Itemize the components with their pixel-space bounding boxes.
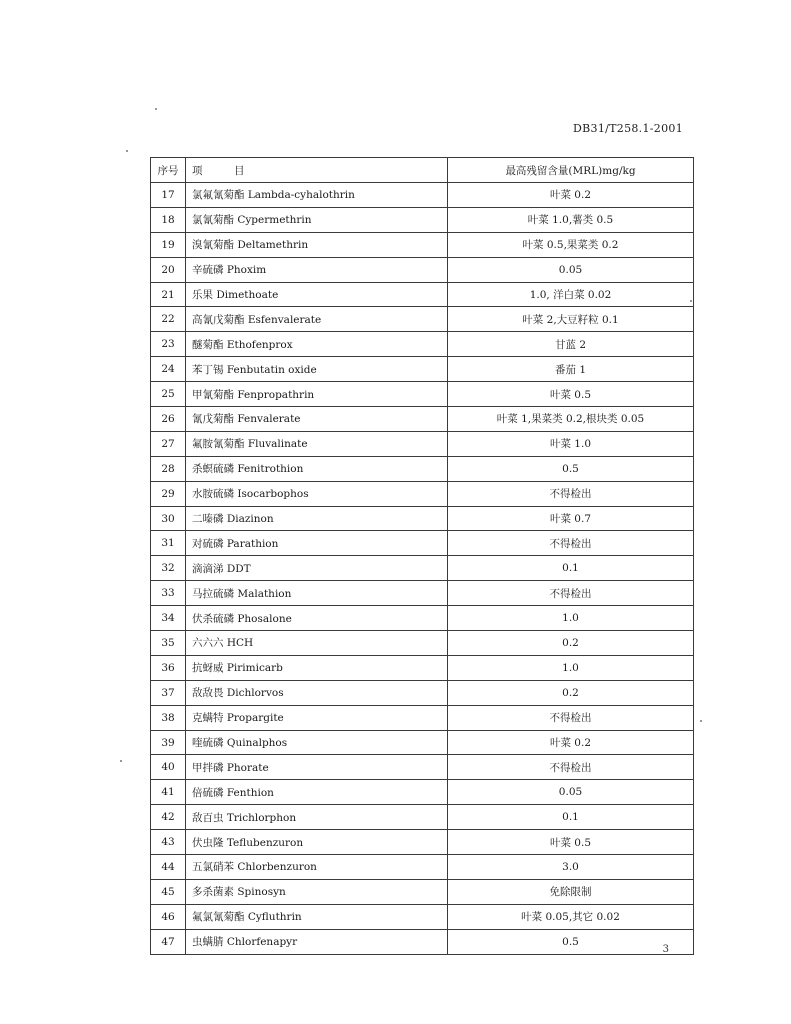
pesticide-name: 伏杀硫磷 Phosalone: [186, 606, 448, 631]
scan-speck: [120, 760, 122, 762]
row-number: 35: [151, 631, 186, 656]
pesticide-name: 高氰戊菊酯 Esfenvalerate: [186, 307, 448, 332]
pesticide-name: 虫螨腈 Chlorfenapyr: [186, 929, 448, 954]
table-row: [151, 929, 694, 954]
scan-speck: [126, 150, 128, 152]
mrl-value: 3.0: [448, 855, 694, 880]
table-row: [151, 879, 694, 904]
mrl-value: 0.1: [448, 556, 694, 581]
mrl-value: 叶菜 2,大豆籽粒 0.1: [448, 307, 694, 332]
pesticide-name: 杀螟硫磷 Fenitrothion: [186, 456, 448, 481]
row-number: 44: [151, 855, 186, 880]
row-number: 32: [151, 556, 186, 581]
pesticide-name: 甲拌磷 Phorate: [186, 755, 448, 780]
mrl-value: 叶菜 0.5: [448, 382, 694, 407]
mrl-value: 叶菜 0.5: [448, 830, 694, 855]
table-row: [151, 705, 694, 730]
pesticide-name: 辛硫磷 Phoxim: [186, 257, 448, 282]
pesticide-name: 氰戊菊酯 Fenvalerate: [186, 407, 448, 432]
mrl-value: 番茄 1: [448, 357, 694, 382]
pesticide-name: 溴氰菊酯 Deltamethrin: [186, 232, 448, 257]
mrl-value: 叶菜 0.5,果菜类 0.2: [448, 232, 694, 257]
row-number: 36: [151, 655, 186, 680]
table-row: [151, 581, 694, 606]
row-number: 26: [151, 407, 186, 432]
mrl-value: 不得检出: [448, 481, 694, 506]
table-row: [151, 680, 694, 705]
scan-speck: [690, 300, 692, 302]
mrl-value: 1.0, 洋白菜 0.02: [448, 282, 694, 307]
pesticide-name: 氯氟氰菊酯 Lambda-cyhalothrin: [186, 183, 448, 208]
row-number: 42: [151, 805, 186, 830]
mrl-value: 0.1: [448, 805, 694, 830]
row-number: 33: [151, 581, 186, 606]
table-row: [151, 506, 694, 531]
row-number: 34: [151, 606, 186, 631]
pesticide-name: 马拉硫磷 Malathion: [186, 581, 448, 606]
scan-speck: [155, 108, 157, 110]
document-code: DB31/T258.1-2001: [573, 122, 683, 135]
row-number: 46: [151, 904, 186, 929]
mrl-value: 0.2: [448, 631, 694, 656]
row-number: 27: [151, 431, 186, 456]
mrl-value: 不得检出: [448, 581, 694, 606]
row-number: 23: [151, 332, 186, 357]
mrl-value: 不得检出: [448, 531, 694, 556]
row-number: 17: [151, 183, 186, 208]
row-number: 41: [151, 780, 186, 805]
table-row: [151, 282, 694, 307]
table-row: [151, 904, 694, 929]
mrl-value: 0.5: [448, 929, 694, 954]
table-row: [151, 655, 694, 680]
pesticide-name: 敌百虫 Trichlorphon: [186, 805, 448, 830]
row-number: 24: [151, 357, 186, 382]
row-number: 47: [151, 929, 186, 954]
mrl-value: 0.5: [448, 456, 694, 481]
mrl-value: 0.05: [448, 780, 694, 805]
table-row: [151, 456, 694, 481]
table-row: [151, 780, 694, 805]
pesticide-name: 六六六 HCH: [186, 631, 448, 656]
mrl-table: [150, 157, 694, 955]
table-row: [151, 407, 694, 432]
row-number: 21: [151, 282, 186, 307]
pesticide-name: 氯氰菊酯 Cypermethrin: [186, 207, 448, 232]
row-number: 20: [151, 257, 186, 282]
mrl-value: 0.2: [448, 680, 694, 705]
mrl-value: 不得检出: [448, 755, 694, 780]
row-number: 22: [151, 307, 186, 332]
pesticide-name: 五氯硝苯 Chlorbenzuron: [186, 855, 448, 880]
pesticide-name: 敌敌畏 Dichlorvos: [186, 680, 448, 705]
mrl-value: 叶菜 0.05,其它 0.02: [448, 904, 694, 929]
mrl-value: 0.05: [448, 257, 694, 282]
row-number: 30: [151, 506, 186, 531]
table-row: [151, 257, 694, 282]
mrl-value: 叶菜 1.0,薯类 0.5: [448, 207, 694, 232]
pesticide-name: 水胺硫磷 Isocarbophos: [186, 481, 448, 506]
pesticide-name: 氟氯氰菊酯 Cyfluthrin: [186, 904, 448, 929]
table-row: [151, 431, 694, 456]
table-row: [151, 382, 694, 407]
row-number: 25: [151, 382, 186, 407]
pesticide-name: 滴滴涕 DDT: [186, 556, 448, 581]
mrl-value: 叶菜 1.0: [448, 431, 694, 456]
pesticide-name: 倍硫磷 Fenthion: [186, 780, 448, 805]
table-row: [151, 531, 694, 556]
pesticide-name: 甲氰菊酯 Fenpropathrin: [186, 382, 448, 407]
row-number: 28: [151, 456, 186, 481]
table-row: [151, 631, 694, 656]
table-row: [151, 730, 694, 755]
table-row: [151, 183, 694, 208]
table-row: [151, 805, 694, 830]
row-number: 40: [151, 755, 186, 780]
row-number: 45: [151, 879, 186, 904]
pesticide-name: 苯丁锡 Fenbutatin oxide: [186, 357, 448, 382]
table-row: [151, 332, 694, 357]
table-row: [151, 481, 694, 506]
table-row: [151, 830, 694, 855]
table-row: [151, 606, 694, 631]
mrl-value: 免除限制: [448, 879, 694, 904]
row-number: 39: [151, 730, 186, 755]
header-item: 项 目: [186, 158, 448, 183]
header-no: 序号: [151, 158, 186, 183]
table-header-row: [151, 158, 694, 183]
row-number: 29: [151, 481, 186, 506]
pesticide-name: 醚菊酯 Ethofenprox: [186, 332, 448, 357]
mrl-value: 1.0: [448, 655, 694, 680]
mrl-value: 甘蓝 2: [448, 332, 694, 357]
mrl-value: 叶菜 0.2: [448, 183, 694, 208]
table-row: [151, 556, 694, 581]
row-number: 31: [151, 531, 186, 556]
pesticide-name: 伏虫隆 Teflubenzuron: [186, 830, 448, 855]
table-row: [151, 232, 694, 257]
pesticide-name: 乐果 Dimethoate: [186, 282, 448, 307]
table-row: [151, 357, 694, 382]
mrl-value: 叶菜 0.7: [448, 506, 694, 531]
scan-speck: [700, 720, 702, 722]
pesticide-name: 克螨特 Propargite: [186, 705, 448, 730]
pesticide-name: 对硫磷 Parathion: [186, 531, 448, 556]
pesticide-name: 抗蚜威 Pirimicarb: [186, 655, 448, 680]
mrl-value: 不得检出: [448, 705, 694, 730]
row-number: 19: [151, 232, 186, 257]
header-mrl: 最高残留含量(MRL)mg/kg: [448, 158, 694, 183]
table-row: [151, 307, 694, 332]
row-number: 18: [151, 207, 186, 232]
mrl-value: 叶菜 1,果菜类 0.2,根块类 0.05: [448, 407, 694, 432]
pesticide-name: 二嗪磷 Diazinon: [186, 506, 448, 531]
page-number: 3: [662, 944, 669, 955]
pesticide-name: 多杀菌素 Spinosyn: [186, 879, 448, 904]
row-number: 38: [151, 705, 186, 730]
table-row: [151, 855, 694, 880]
mrl-value: 叶菜 0.2: [448, 730, 694, 755]
table-body: [151, 183, 694, 955]
row-number: 37: [151, 680, 186, 705]
pesticide-name: 喹硫磷 Quinalphos: [186, 730, 448, 755]
table-row: [151, 755, 694, 780]
pesticide-name: 氟胺氰菊酯 Fluvalinate: [186, 431, 448, 456]
mrl-value: 1.0: [448, 606, 694, 631]
table-row: [151, 207, 694, 232]
row-number: 43: [151, 830, 186, 855]
